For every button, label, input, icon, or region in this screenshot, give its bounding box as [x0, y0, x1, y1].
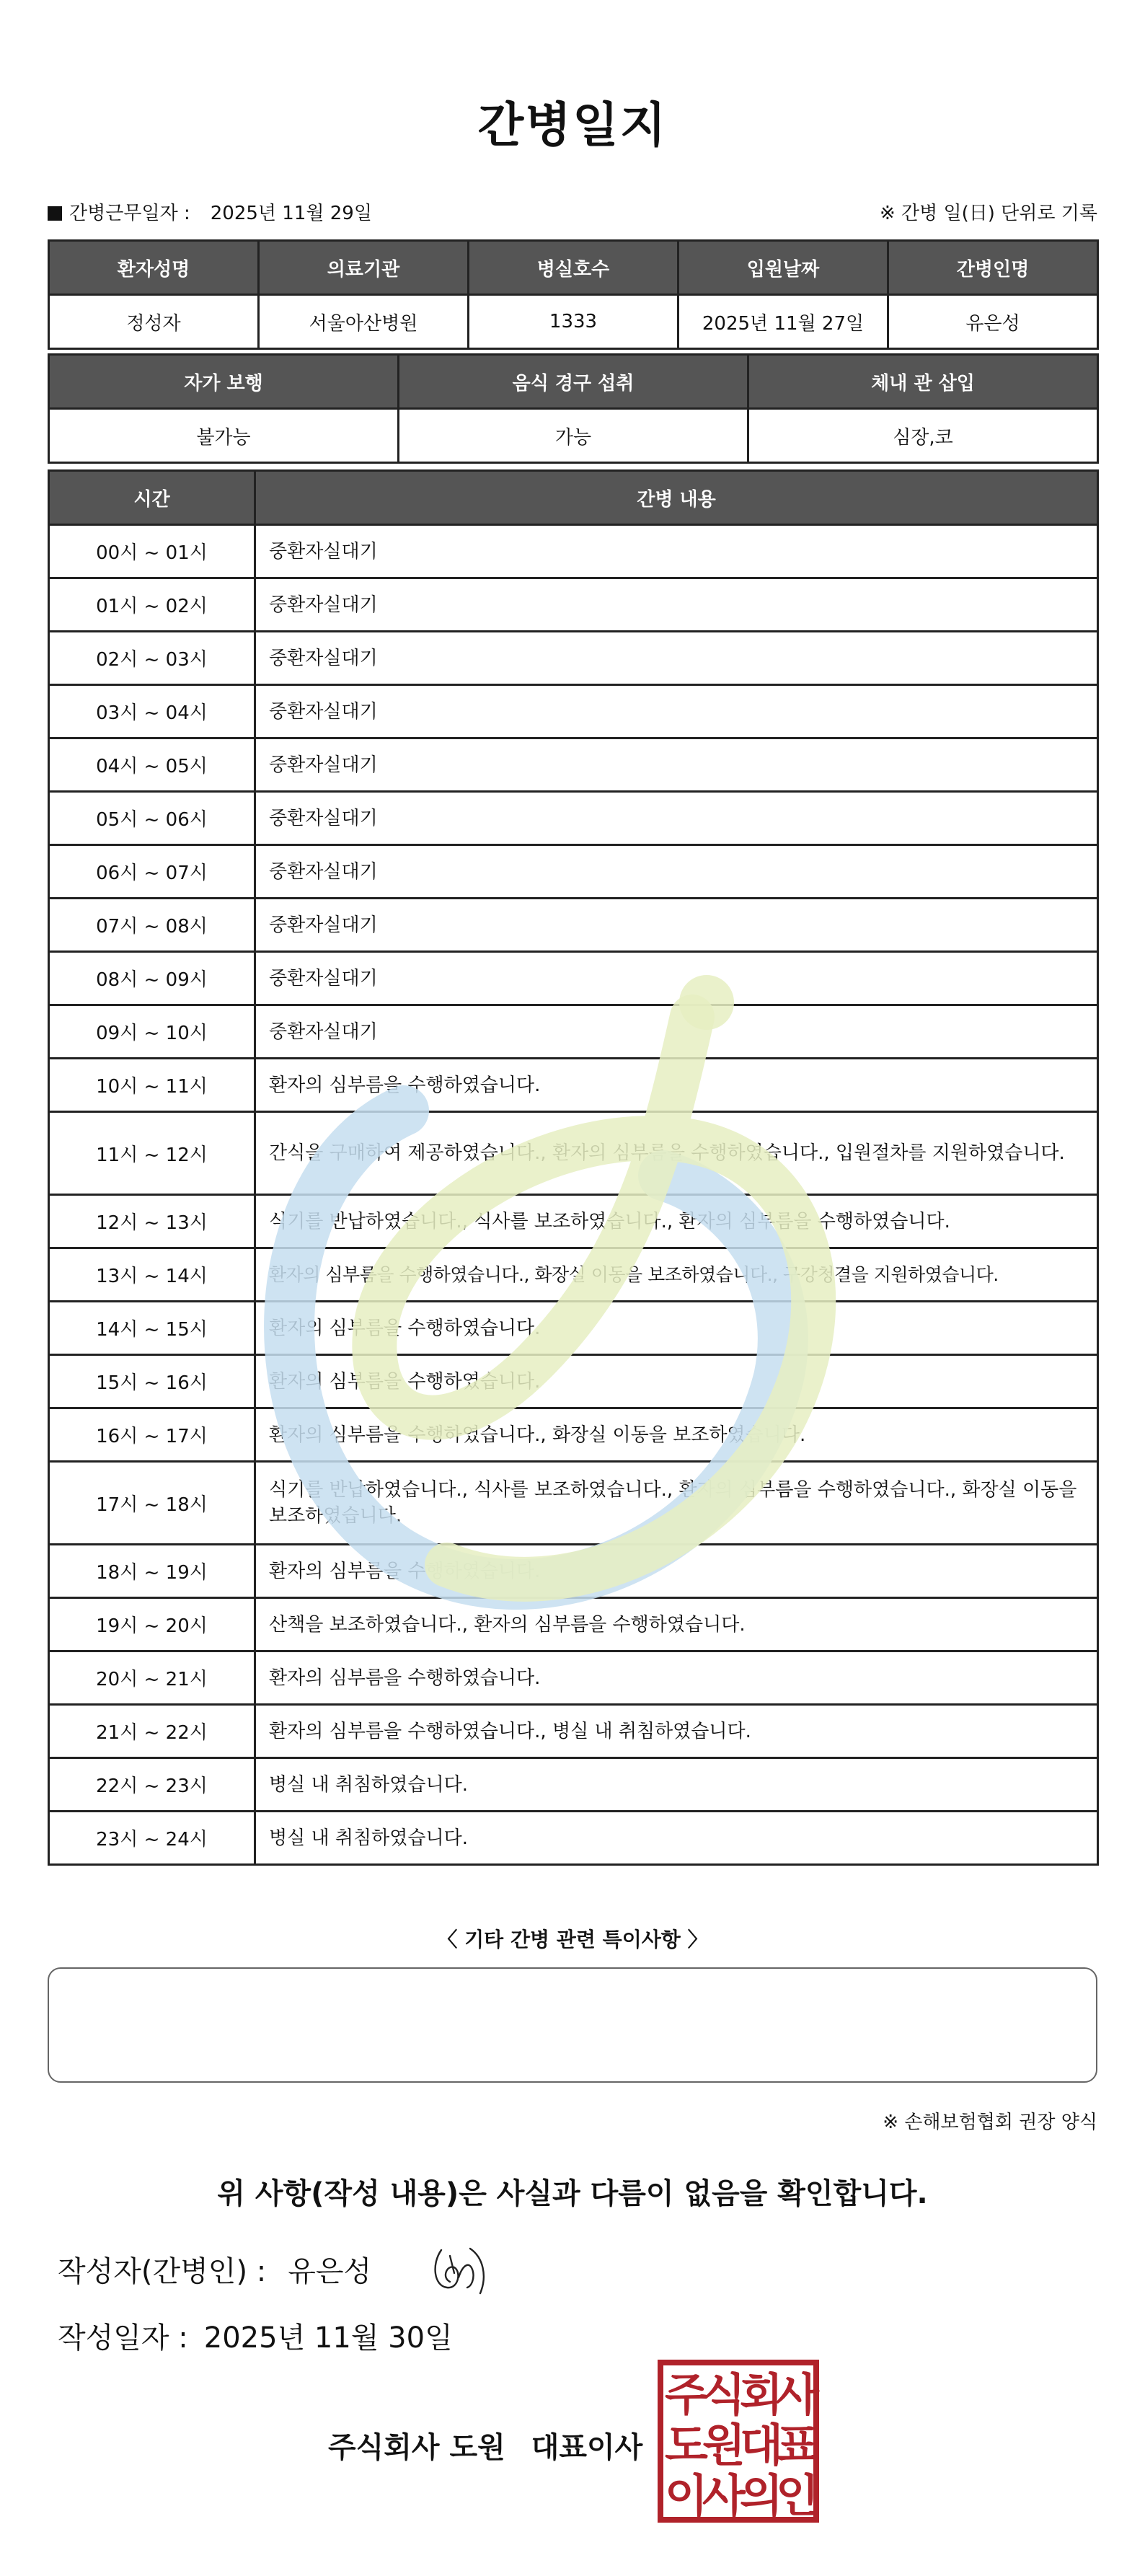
svg-text:도: 도 [665, 2419, 708, 2471]
log-time: 18시 ~ 19시 [49, 1545, 255, 1598]
table-row [49, 1705, 1098, 1758]
writer-label: 작성자(간병인) : [58, 2255, 267, 2288]
work-date [48, 198, 372, 225]
svg-text:인: 인 [776, 2469, 819, 2522]
svg-text:사: 사 [776, 2368, 819, 2421]
status-header: 음식 경구 섭취 [399, 355, 748, 409]
table-row [49, 1408, 1098, 1462]
log-content: 병실 내 취침하였습니다. [255, 1812, 1098, 1865]
log-time: 10시 ~ 11시 [49, 1059, 255, 1112]
log-content: 간식을 구매하여 제공하였습니다., 환자의 심부름을 수행하였습니다., 입원절차를 지원하였습니다. [255, 1112, 1098, 1195]
company-seal-icon [656, 2358, 821, 2524]
log-time: 12시 ~ 13시 [49, 1195, 255, 1248]
log-content: 중환자실대기 [255, 792, 1098, 845]
log-content: 산책을 보조하였습니다., 환자의 심부름을 수행하였습니다. [255, 1598, 1098, 1651]
log-time: 22시 ~ 23시 [49, 1758, 255, 1812]
document-title: 간병일지 [477, 97, 668, 153]
log-time: 03시 ~ 04시 [49, 685, 255, 738]
table-row [49, 845, 1098, 899]
log-time: 15시 ~ 16시 [49, 1355, 255, 1408]
log-header-time: 시간 [49, 471, 255, 525]
log-time: 14시 ~ 15시 [49, 1302, 255, 1355]
log-time: 07시 ~ 08시 [49, 899, 255, 952]
table-row [49, 952, 1098, 1005]
log-time: 08시 ~ 09시 [49, 952, 255, 1005]
log-time: 16시 ~ 17시 [49, 1408, 255, 1462]
oral-intake-value: 가능 [399, 409, 748, 463]
svg-text:회: 회 [740, 2368, 783, 2421]
table-row [49, 738, 1098, 792]
table-row [49, 1302, 1098, 1355]
company-name: 주식회사 도원 [328, 2431, 505, 2464]
log-time: 21시 ~ 22시 [49, 1705, 255, 1758]
written-date-label: 작성일자 : [58, 2321, 188, 2355]
table-row [49, 1195, 1098, 1248]
log-time: 20시 ~ 21시 [49, 1651, 255, 1705]
log-time: 00시 ~ 01시 [49, 525, 255, 578]
log-content: 환자의 심부름을 수행하였습니다., 화장실 이동을 보조하였습니다. [255, 1408, 1098, 1462]
table-row [49, 1248, 1098, 1302]
svg-text:의: 의 [740, 2469, 783, 2522]
log-content: 중환자실대기 [255, 738, 1098, 792]
written-date-line [58, 2315, 453, 2356]
svg-text:식: 식 [702, 2368, 746, 2421]
work-date-value: 2025년 11월 29일 [210, 203, 372, 224]
log-content: 환자의 심부름을 수행하였습니다. [255, 1651, 1098, 1705]
svg-text:사: 사 [702, 2469, 746, 2522]
writer-line [58, 2249, 371, 2290]
room-number: 1333 [469, 295, 678, 349]
svg-text:이: 이 [665, 2469, 708, 2522]
log-content: 환자의 심부름을 수행하였습니다., 병실 내 취침하였습니다. [255, 1705, 1098, 1758]
table-row [49, 1112, 1098, 1195]
log-time: 19시 ~ 20시 [49, 1598, 255, 1651]
log-time: 01시 ~ 02시 [49, 578, 255, 632]
patient-status-table [48, 353, 1099, 464]
log-content: 환자의 심부름을 수행하였습니다. [255, 1545, 1098, 1598]
log-content: 중환자실대기 [255, 952, 1098, 1005]
log-content: 중환자실대기 [255, 578, 1098, 632]
hospital-name: 서울아산병원 [259, 295, 469, 349]
log-time: 06시 ~ 07시 [49, 845, 255, 899]
admission-date: 2025년 11월 27일 [678, 295, 888, 349]
square-bullet-icon [48, 206, 62, 221]
table-row [49, 1059, 1098, 1112]
info-header: 입원날짜 [678, 241, 888, 295]
writer-name: 유은성 [288, 2255, 372, 2288]
svg-text:표: 표 [776, 2419, 819, 2471]
table-row [49, 1598, 1098, 1651]
log-content: 중환자실대기 [255, 845, 1098, 899]
special-notes-box [48, 1967, 1097, 2083]
care-log-table [48, 469, 1099, 1866]
log-time: 02시 ~ 03시 [49, 632, 255, 685]
log-content: 중환자실대기 [255, 685, 1098, 738]
svg-text:주: 주 [665, 2368, 708, 2421]
table-row [49, 632, 1098, 685]
caregiver-name: 유은성 [888, 295, 1098, 349]
table-row [49, 899, 1098, 952]
svg-text:원: 원 [702, 2419, 746, 2471]
log-content: 식기를 반납하였습니다., 식사를 보조하였습니다., 환자의 심부름을 수행하였습니다. [255, 1195, 1098, 1248]
log-content: 식기를 반납하였습니다., 식사를 보조하였습니다., 환자의 심부름을 수행하였습니다., 화장실 이동을 보조하였습니다. [255, 1462, 1098, 1545]
patient-name: 정성자 [49, 295, 259, 349]
log-content: 환자의 심부름을 수행하였습니다., 화장실 이동을 보조하였습니다., 구강청결을 지원하였습니다. [255, 1248, 1098, 1302]
log-content: 환자의 심부름을 수행하였습니다. [255, 1059, 1098, 1112]
status-header: 자가 보행 [49, 355, 399, 409]
table-row [49, 578, 1098, 632]
special-notes-heading: 〈 기타 간병 관련 특이사항 〉 [437, 1928, 708, 1951]
work-date-label: 간병근무일자 : [69, 203, 190, 224]
info-header: 환자성명 [49, 241, 259, 295]
table-row [49, 685, 1098, 738]
table-row [49, 792, 1098, 845]
log-time: 09시 ~ 10시 [49, 1005, 255, 1059]
log-content: 중환자실대기 [255, 632, 1098, 685]
table-row [49, 1545, 1098, 1598]
log-time: 17시 ~ 18시 [49, 1462, 255, 1545]
table-row [49, 1758, 1098, 1812]
log-time: 13시 ~ 14시 [49, 1248, 255, 1302]
log-content: 환자의 심부름을 수행하였습니다. [255, 1355, 1098, 1408]
info-header: 병실호수 [469, 241, 678, 295]
confirmation-statement: 위 사항(작성 내용)은 사실과 다름이 없음을 확인합니다. [217, 2177, 928, 2210]
log-header-content: 간병 내용 [255, 471, 1098, 525]
info-header: 간병인명 [888, 241, 1098, 295]
info-header: 의료기관 [259, 241, 469, 295]
table-row [49, 1812, 1098, 1865]
log-time: 05시 ~ 06시 [49, 792, 255, 845]
log-time: 04시 ~ 05시 [49, 738, 255, 792]
log-content: 중환자실대기 [255, 525, 1098, 578]
log-content: 환자의 심부름을 수행하였습니다. [255, 1302, 1098, 1355]
patient-info-table [48, 239, 1099, 350]
tube-insertion-value: 심장,코 [748, 409, 1098, 463]
log-content: 병실 내 취침하였습니다. [255, 1758, 1098, 1812]
table-row [49, 1651, 1098, 1705]
record-unit-note: ※ 간병 일(日) 단위로 기록 [879, 203, 1097, 224]
self-walking-value: 불가능 [49, 409, 399, 463]
status-header: 체내 관 삽입 [748, 355, 1098, 409]
signature-icon [425, 2236, 490, 2301]
table-row [49, 1005, 1098, 1059]
company-line [328, 2425, 642, 2466]
log-time: 11시 ~ 12시 [49, 1112, 255, 1195]
company-representative: 대표이사 [531, 2431, 643, 2464]
svg-text:대: 대 [740, 2419, 783, 2471]
log-time: 23시 ~ 24시 [49, 1812, 255, 1865]
log-content: 중환자실대기 [255, 899, 1098, 952]
form-source-note: ※ 손해보험협회 권장 양식 [883, 2112, 1097, 2133]
table-row [49, 1462, 1098, 1545]
meta-row [48, 198, 1097, 225]
table-row [49, 525, 1098, 578]
table-row [49, 1355, 1098, 1408]
written-date-value: 2025년 11월 30일 [203, 2321, 453, 2355]
log-content: 중환자실대기 [255, 1005, 1098, 1059]
